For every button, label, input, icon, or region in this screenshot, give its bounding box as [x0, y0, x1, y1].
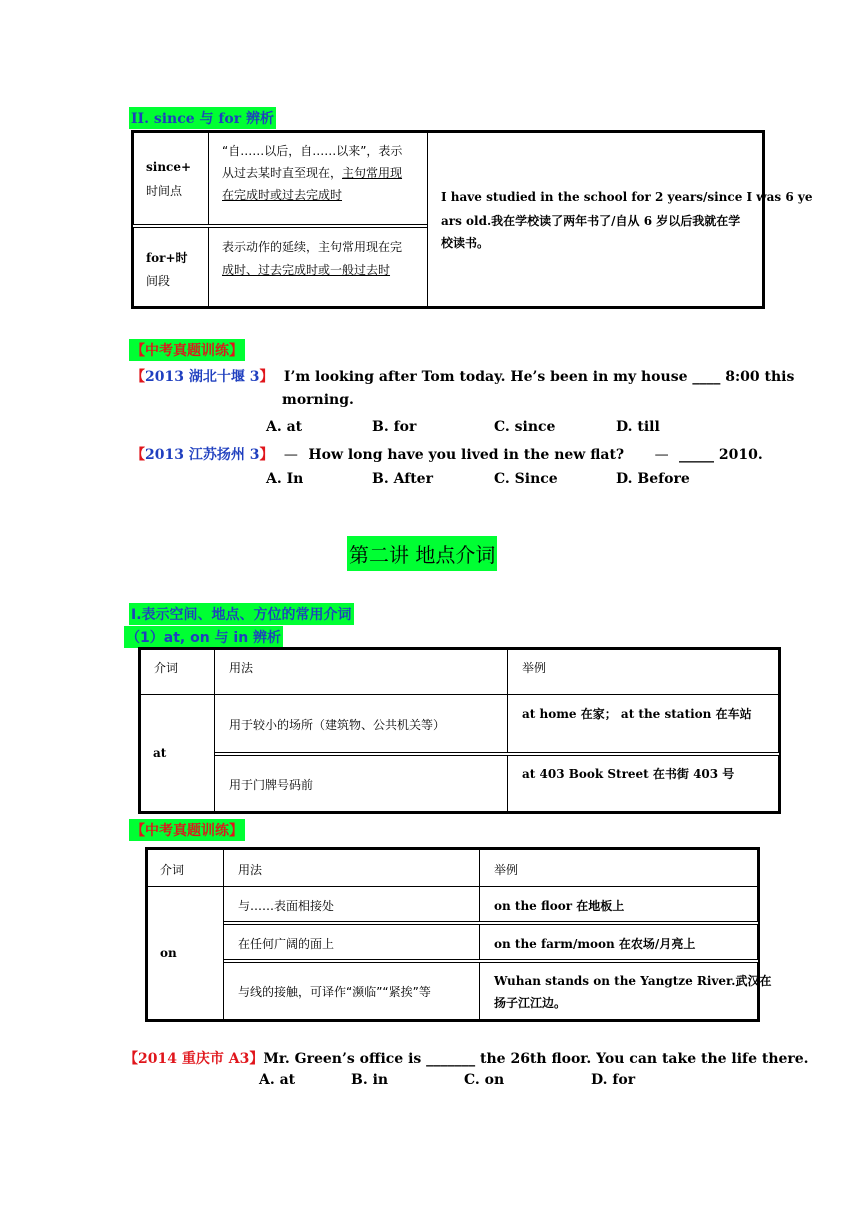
at-prep: at: [153, 746, 167, 760]
q1-option-b: B. for: [372, 419, 417, 435]
q2-option-b: B. After: [372, 471, 433, 487]
q2-text: How long have you lived in the new flat?: [308, 447, 625, 463]
at-header-prep: 介词: [154, 661, 179, 675]
q1-bracket-open: 【: [131, 369, 145, 385]
since-label-cell: [133, 132, 209, 225]
q1-text: I’m looking after Tom today. He’s been in my house ____ 8:00 this: [283, 369, 795, 385]
on-row1-usage: 与……表面相接处: [238, 899, 335, 913]
on-prep: on: [160, 946, 177, 960]
q2-option-a: A. In: [266, 471, 304, 487]
question-2: [131, 444, 763, 464]
q3-option-c: C. on: [464, 1072, 505, 1088]
question-1-cont: morning.: [282, 392, 354, 408]
q2-dash-2: —: [654, 447, 669, 463]
q1-option-c: C. since: [494, 419, 556, 435]
example-line-2: ars old.我在学校读了两年书了/自从 6 岁以后我就在学: [441, 214, 741, 228]
since-desc-2a: 从过去某时直至现在，: [222, 166, 343, 180]
q2-bracket-open: 【: [131, 447, 145, 463]
on-prep-cell: [147, 886, 224, 1020]
on-row3-example-1: Wuhan stands on the Yangtze River.武汉在: [494, 974, 772, 988]
example-line-3: 校读书。: [441, 236, 490, 250]
q1-source: 2013 湖北十堰 3: [145, 369, 260, 385]
at-row1-example: at home 在家； at the station 在车站: [522, 707, 752, 721]
on-header-prep-cell: [147, 849, 224, 887]
at-header-example-cell: [507, 649, 779, 695]
on-header-usage: 用法: [238, 863, 263, 877]
q3-bracket-open: 【: [124, 1051, 138, 1067]
q2-answer-blank: _____ 2010.: [679, 447, 763, 463]
q2-option-d: D. Before: [616, 471, 690, 487]
q3-bracket-close: 】: [249, 1051, 264, 1067]
q3-option-b: B. in: [351, 1072, 389, 1088]
at-header-usage: 用法: [229, 661, 254, 675]
on-row3-example-cell: [479, 962, 758, 1020]
at-row2-example: at 403 Book Street 在书街 403 号: [522, 767, 735, 781]
q1-option-a: A. at: [266, 419, 303, 435]
example-line-1: I have studied in the school for 2 years/since I was 6 ye: [441, 190, 813, 204]
lecture-title: 第二讲 地点介词: [347, 536, 497, 571]
since-desc-3: 在完成时或过去完成时: [222, 188, 343, 202]
for-desc-2: 成时、过去完成时或一般过去时: [222, 263, 391, 277]
for-label: for+时: [146, 251, 188, 265]
section-heading-since-for: II. since 与 for 辨析: [129, 107, 276, 129]
on-header-example-cell: [479, 849, 758, 887]
at-row1-usage: 用于较小的场所（建筑物、公共机关等）: [229, 718, 446, 732]
since-desc-2: [222, 164, 402, 181]
subheading-at-on-in: （1）at, on 与 in 辨析: [124, 626, 283, 648]
question-1: [131, 366, 794, 386]
at-row2-usage: 用于门牌号码前: [229, 778, 314, 792]
for-label-cell: [133, 227, 209, 307]
since-desc-2b: 主句常用现: [342, 166, 403, 180]
at-header-usage-cell: [214, 649, 508, 695]
at-header-example: 举例: [522, 661, 547, 675]
at-row1-example-cell: [507, 694, 779, 753]
q2-source: 2013 江苏扬州 3: [145, 447, 260, 463]
q2-dash-1: —: [283, 447, 298, 463]
at-row2-example-cell: [507, 755, 779, 812]
on-header-prep: 介词: [160, 863, 185, 877]
on-row2-usage: 在任何广阔的面上: [238, 937, 335, 951]
q2-option-c: C. Since: [494, 471, 558, 487]
at-prep-cell: [140, 694, 215, 812]
on-row2-example: on the farm/moon 在农场/月亮上: [494, 937, 696, 951]
since-label: since+: [146, 160, 192, 174]
q1-option-d: D. till: [616, 419, 660, 435]
since-desc-1: “自……以后，自……以来”，表示: [222, 144, 403, 158]
q2-bracket-close: 】: [259, 447, 274, 463]
practice-heading-1: 【中考真题训练】: [129, 339, 245, 361]
for-label-2: 间段: [146, 274, 171, 288]
q1-bracket-close: 】: [259, 369, 274, 385]
for-desc-1: 表示动作的延续，主句常用现在完: [222, 240, 403, 254]
on-row3-example-2: 扬子江江边。: [494, 996, 567, 1010]
q3-text: Mr. Green’s office is _______ the 26th floor. You can take the life there.: [263, 1051, 809, 1067]
q3-option-d: D. for: [591, 1072, 636, 1088]
q3-source: 2014 重庆市 A3: [138, 1051, 250, 1067]
since-label-2: 时间点: [146, 184, 183, 198]
on-row1-example: on the floor 在地板上: [494, 899, 625, 913]
q3-option-a: A. at: [259, 1072, 296, 1088]
question-3: [124, 1048, 809, 1068]
on-row3-usage: 与线的接触，可译作“濒临”“紧挨”等: [238, 985, 431, 999]
section-heading-place-prepositions: I.表示空间、地点、方位的常用介词: [129, 603, 354, 625]
practice-heading-2: 【中考真题训练】: [129, 819, 245, 841]
on-header-example: 举例: [494, 863, 519, 877]
